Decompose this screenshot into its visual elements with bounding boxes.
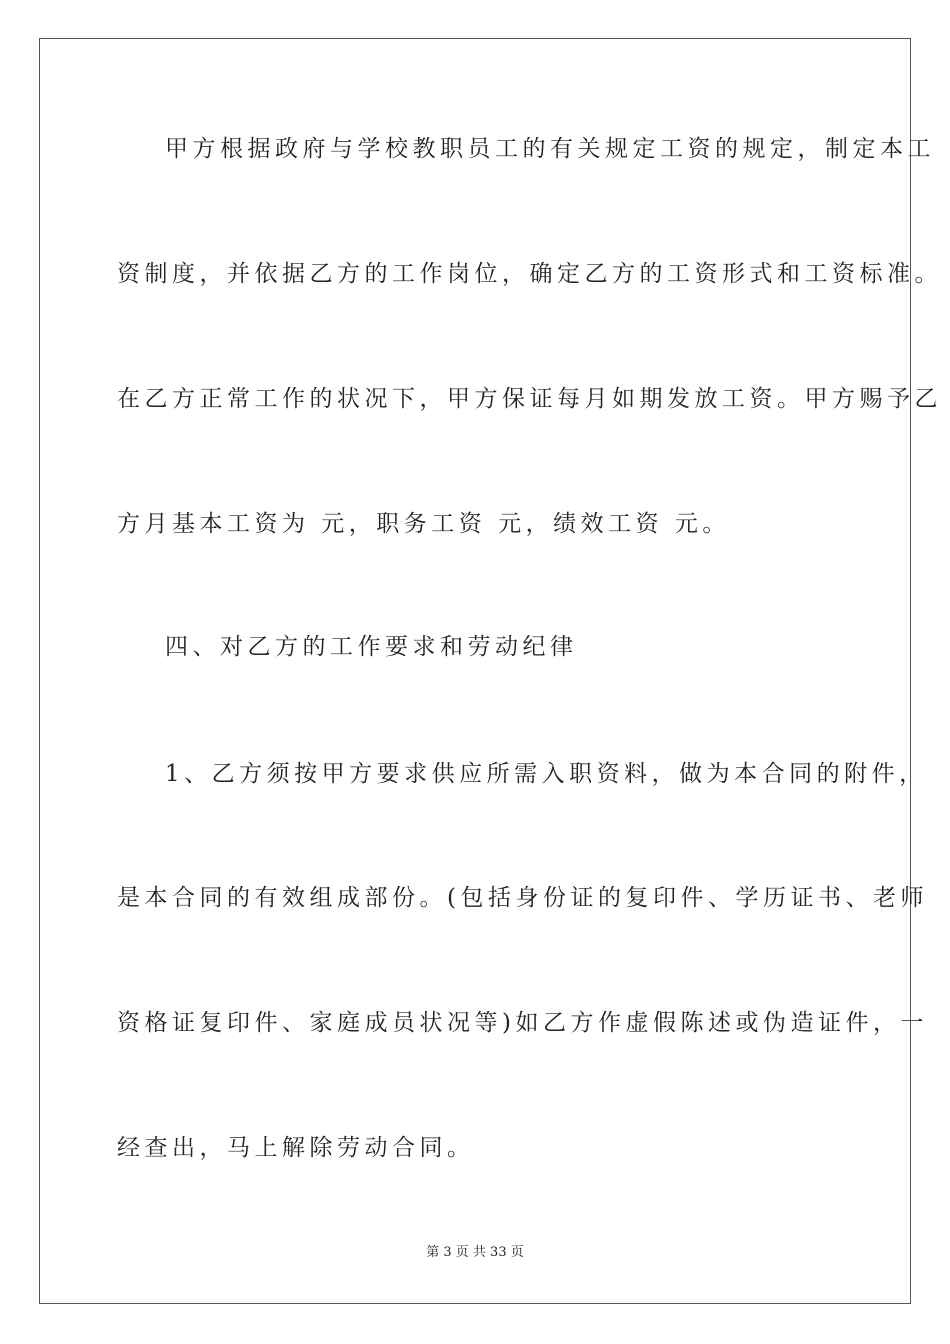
page-frame xyxy=(39,38,942,1304)
paragraph-line: 方月基本工资为 元，职务工资 元，绩效工资 元。 xyxy=(117,511,730,537)
paragraph-line: 1、乙方须按甲方要求供应所需入职资料，做为本合同的附件， xyxy=(165,761,927,787)
paragraph-line: 甲方根据政府与学校教职员工的有关规定工资的规定，制定本工 xyxy=(165,136,935,162)
paragraph-line: 资制度，并依据乙方的工作岗位，确定乙方的工资形式和工资标准。 xyxy=(117,261,942,287)
section-heading: 四、对乙方的工作要求和劳动纪律 xyxy=(165,634,578,660)
page-number-footer: 第 3 页 共 33 页 xyxy=(426,1245,524,1260)
paragraph-line: 在乙方正常工作的状况下，甲方保证每月如期发放工资。甲方赐予乙 xyxy=(117,386,942,412)
paragraph-line: 资格证复印件、家庭成员状况等)如乙方作虚假陈述或伪造证件，一 xyxy=(117,1010,928,1036)
paragraph-line: 是本合同的有效组成部份。(包括身份证的复印件、学历证书、老师 xyxy=(117,885,928,911)
paragraph-line: 经查出，马上解除劳动合同。 xyxy=(117,1135,475,1161)
